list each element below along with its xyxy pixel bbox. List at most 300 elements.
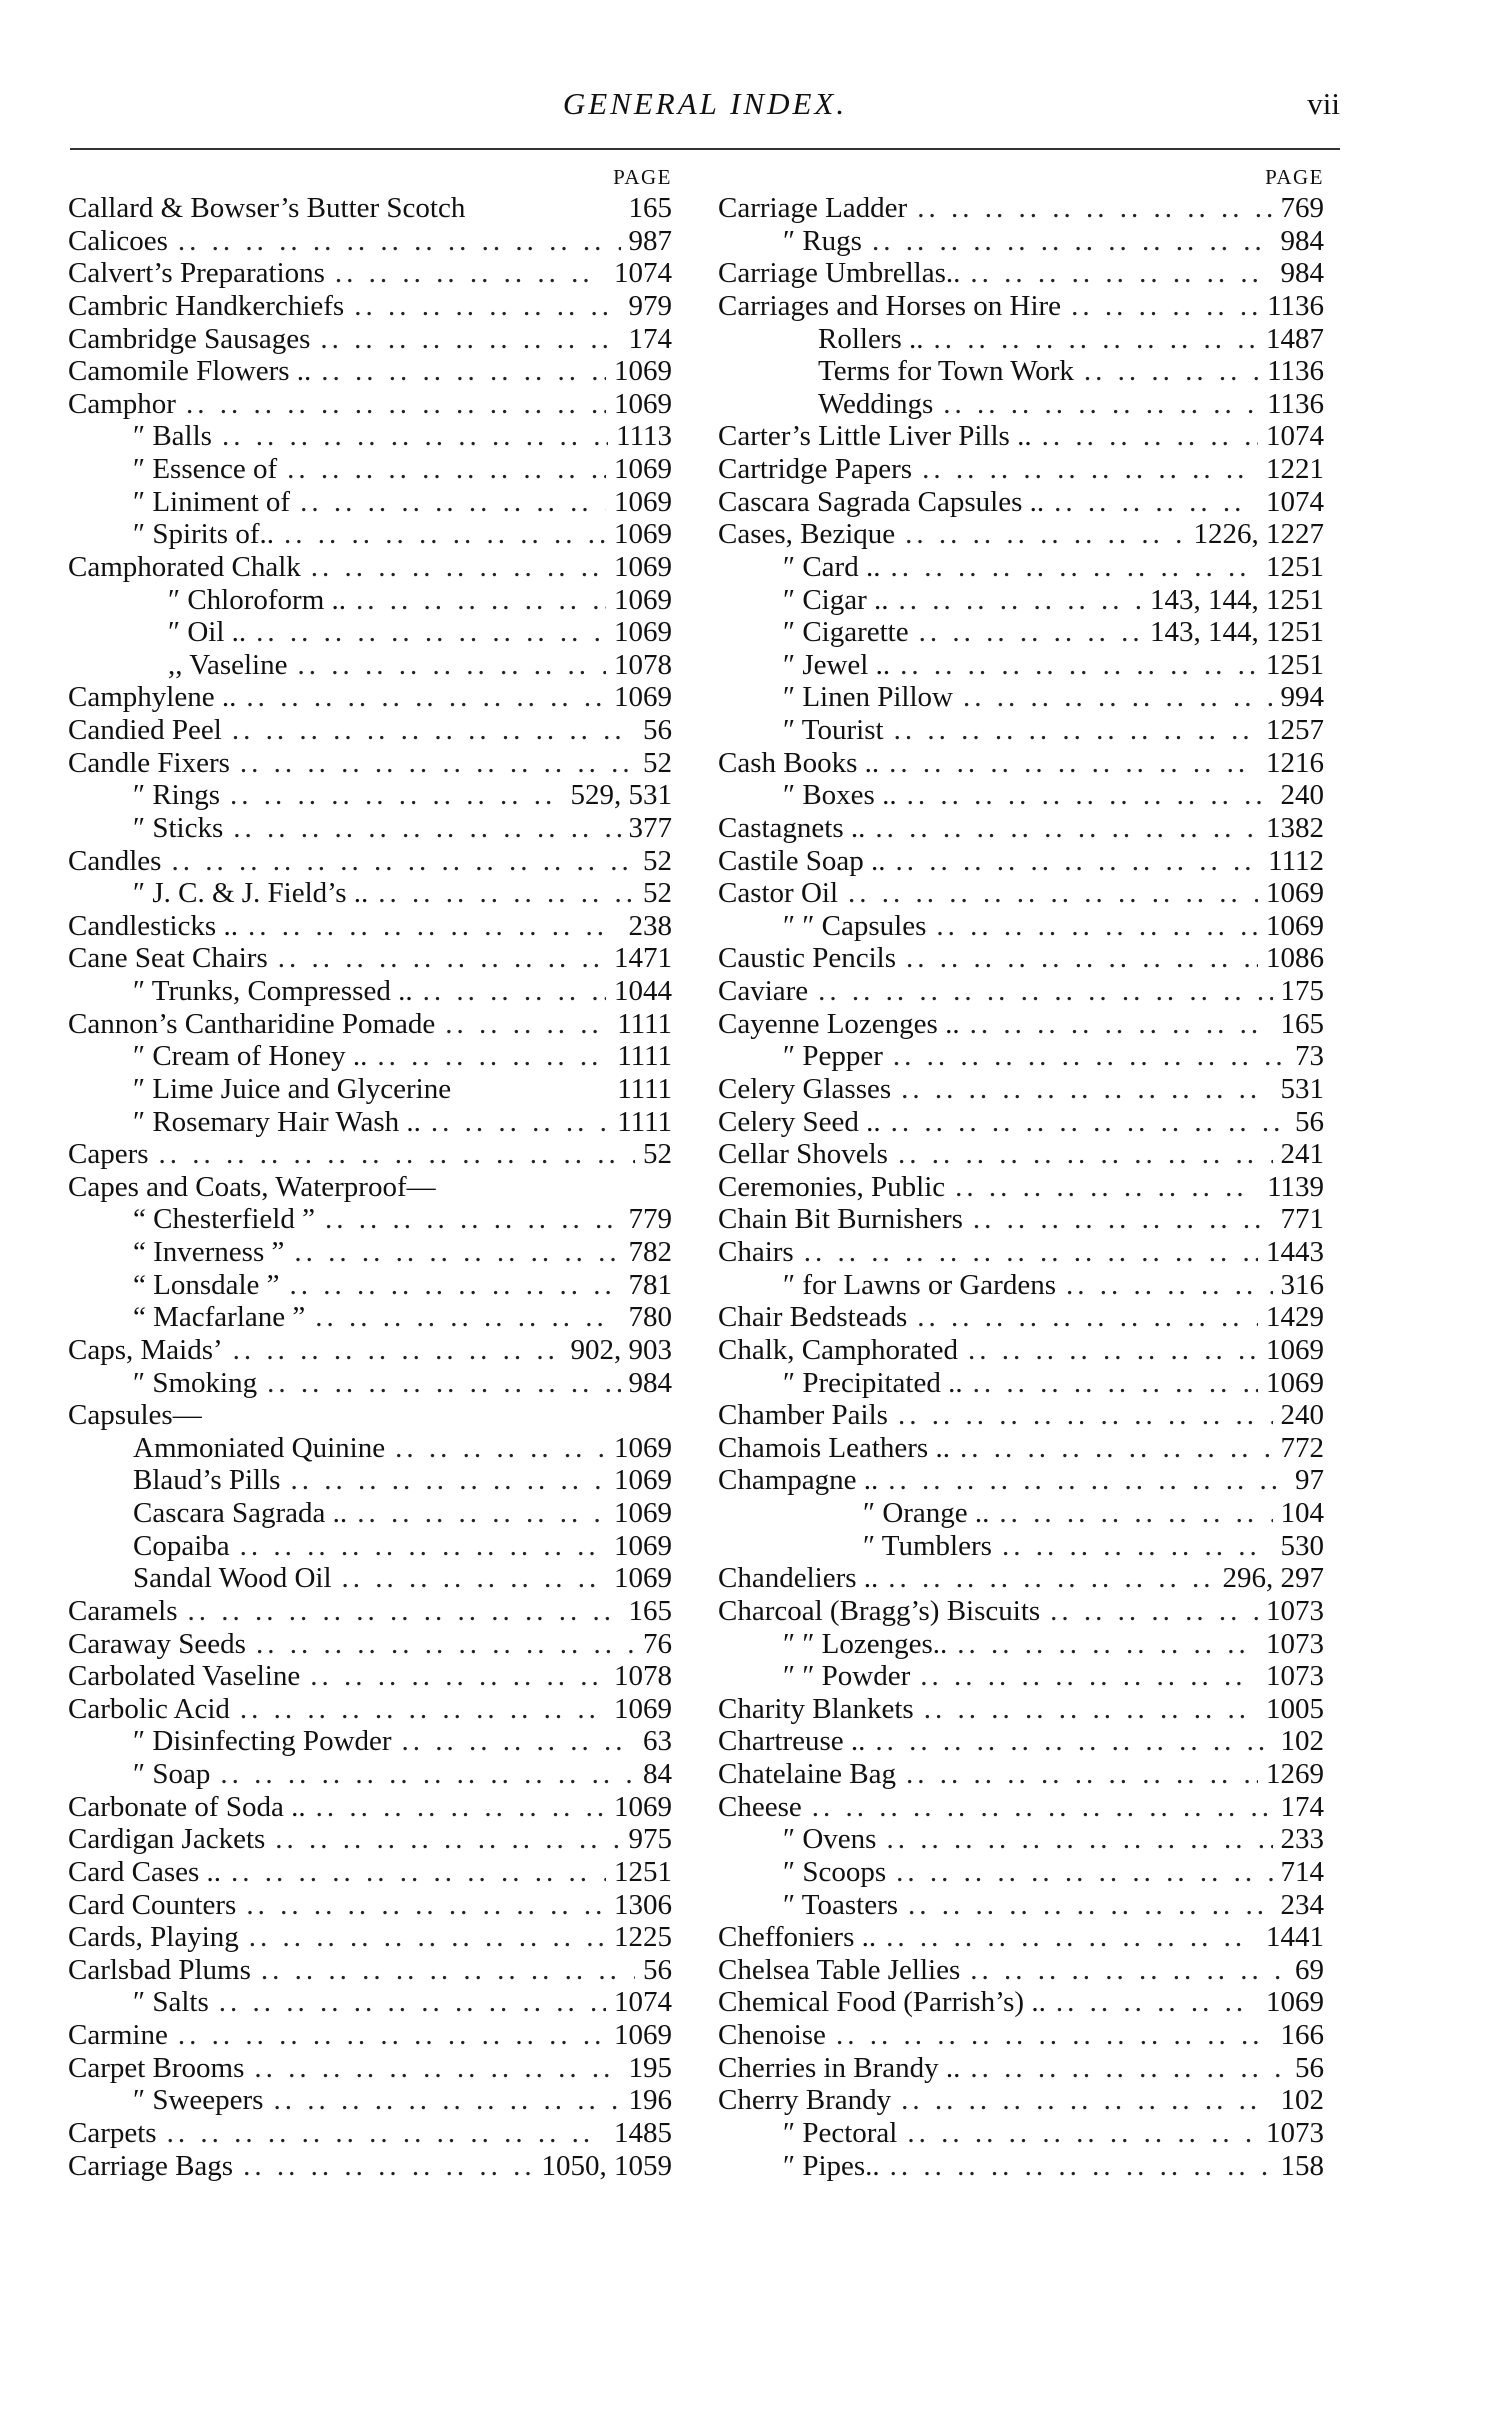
- index-entry: [68, 1464, 672, 1497]
- page-reference: 143, 144, 1251: [1150, 583, 1324, 616]
- index-term: Cardigan Jackets: [68, 1823, 266, 1856]
- index-term: Celery Glasses: [718, 1072, 892, 1105]
- index-entry: [68, 2084, 672, 2117]
- index-term: Candied Peel: [68, 714, 222, 746]
- page-reference: 56: [643, 714, 672, 746]
- index-term: Carpets: [68, 2116, 157, 2149]
- index-entry: [68, 1203, 672, 1236]
- page-reference: 987: [628, 224, 672, 257]
- page-reference: 240: [1280, 779, 1324, 812]
- dot-leader: [220, 779, 562, 812]
- index-term: Cambridge Sausages: [68, 322, 311, 355]
- dot-leader: [953, 681, 1273, 714]
- page-reference: 975: [628, 1823, 672, 1856]
- index-entry: [718, 2150, 1324, 2183]
- page-reference: 1069: [614, 681, 672, 714]
- page-reference: 1111: [617, 1040, 672, 1073]
- index-term: Carriage Umbrellas..: [718, 257, 961, 290]
- index-term: ″ ″ Lozenges..: [783, 1627, 948, 1660]
- dot-leader: [963, 1367, 1258, 1400]
- index-entry: [68, 257, 672, 290]
- index-term: Carbonate of Soda ..: [68, 1790, 306, 1823]
- dot-leader: [876, 1921, 1258, 1954]
- index-term: Castagnets ..: [718, 811, 866, 844]
- dot-leader: [883, 1040, 1287, 1073]
- index-entry: [68, 518, 672, 551]
- dot-leader: [239, 1921, 606, 1954]
- index-entry: [68, 2052, 672, 2085]
- dot-leader: [1056, 1269, 1273, 1302]
- index-entry: [718, 1530, 1324, 1563]
- page-reference: 73: [1295, 1040, 1324, 1073]
- dot-leader: [300, 1660, 606, 1693]
- index-term: Chalk, Camphorated: [718, 1333, 959, 1366]
- index-entry: [718, 1399, 1324, 1432]
- index-entry: [718, 2052, 1324, 2085]
- page-reference: 1069: [614, 2019, 672, 2051]
- index-entry: [68, 747, 672, 780]
- index-term: Terms for Town Work: [818, 355, 1074, 388]
- page-header: [70, 86, 1340, 136]
- dot-leader: [1044, 486, 1258, 519]
- page-reference: 52: [643, 844, 672, 877]
- page-reference: 979: [628, 289, 672, 322]
- index-term: Camphor: [68, 387, 176, 420]
- page-reference: 1069: [614, 1692, 672, 1725]
- index-entry: [68, 1171, 672, 1204]
- page-reference: 1069: [614, 453, 672, 485]
- index-entry: [718, 1073, 1324, 1106]
- page-reference: 234: [1280, 1888, 1324, 1921]
- index-entry: [68, 975, 672, 1008]
- page-reference: 1443: [1266, 1236, 1324, 1268]
- index-entry: [68, 1628, 672, 1661]
- page-reference: 97: [1295, 1464, 1324, 1497]
- index-entry: [68, 1725, 672, 1758]
- dot-leader: [963, 1203, 1273, 1236]
- dot-leader: [865, 812, 1258, 845]
- index-term: ″ Linen Pillow: [783, 681, 953, 714]
- dot-leader: [332, 1562, 606, 1595]
- index-entry: [718, 1269, 1324, 1302]
- dot-leader: [933, 388, 1259, 421]
- index-entry: [68, 1301, 672, 1334]
- page-reference: 1069: [614, 616, 672, 649]
- page-reference: 52: [643, 746, 672, 779]
- index-term: Cases, Bezique: [718, 518, 896, 551]
- index-entry: [68, 192, 672, 225]
- dot-leader: [435, 1008, 609, 1041]
- dot-leader: [274, 518, 606, 551]
- index-entry: [68, 779, 672, 812]
- page-reference: 69: [1295, 1953, 1324, 1986]
- index-term: Camphorated Chalk: [68, 550, 301, 583]
- dot-leader: [897, 2117, 1258, 2150]
- dot-leader: [960, 2052, 1287, 2085]
- page-reference: 1073: [1266, 1660, 1324, 1693]
- dot-leader: [897, 779, 1273, 812]
- page-reference: 1069: [1266, 1366, 1324, 1399]
- dot-leader: [891, 1073, 1272, 1106]
- index-entry: [68, 1595, 672, 1628]
- index-term: ″ Pepper: [783, 1040, 883, 1073]
- index-term: ″ Cigar ..: [783, 583, 889, 616]
- page-reference: 1216: [1266, 746, 1324, 779]
- index-entry: [68, 1367, 672, 1400]
- page-reference: 52: [643, 1138, 672, 1171]
- dot-leader: [230, 1530, 606, 1563]
- page-reference: 143, 144, 1251: [1150, 616, 1324, 649]
- page-reference: 1069: [614, 1497, 672, 1529]
- index-term: Chartreuse ..: [718, 1725, 866, 1758]
- dot-leader: [344, 290, 620, 323]
- index-entry: [718, 1432, 1324, 1465]
- index-entry: [718, 1334, 1324, 1367]
- index-entry: [68, 1693, 672, 1726]
- page-reference: 1225: [614, 1921, 672, 1954]
- dot-leader: [886, 845, 1261, 878]
- index-entry: [68, 1856, 672, 1889]
- page-reference: 531: [1280, 1072, 1324, 1105]
- page-reference: 56: [1295, 1105, 1324, 1138]
- index-term: ″ Orange ..: [863, 1497, 990, 1529]
- index-entry: [68, 812, 672, 845]
- index-entry: [68, 942, 672, 975]
- dot-leader: [230, 747, 635, 780]
- index-term: ″ Tourist: [783, 714, 884, 746]
- index-entry: [718, 1856, 1324, 1889]
- dot-leader: [907, 192, 1272, 225]
- page-reference: 1044: [614, 975, 672, 1007]
- index-entry: [718, 1921, 1324, 1954]
- dot-leader: [385, 1432, 606, 1465]
- index-entry: [68, 2019, 672, 2052]
- page-reference: 174: [628, 322, 672, 355]
- index-entry: [718, 975, 1324, 1008]
- dot-leader: [947, 1628, 1258, 1661]
- index-entry: [718, 1889, 1324, 1922]
- page-reference: 56: [643, 1953, 672, 1986]
- dot-leader: [898, 1889, 1272, 1922]
- index-term: Caraway Seeds: [68, 1627, 246, 1660]
- dot-leader: [325, 257, 606, 290]
- page-reference: 377: [628, 811, 672, 844]
- dot-leader: [1046, 1986, 1258, 2019]
- index-entry: [68, 1954, 672, 1987]
- dot-leader: [879, 747, 1258, 780]
- dot-leader: [960, 257, 1272, 290]
- index-entry: [718, 355, 1324, 388]
- page-reference: 196: [628, 2084, 672, 2117]
- dot-leader: [392, 1725, 635, 1758]
- page-reference: 1069: [614, 1790, 672, 1823]
- dot-leader: [808, 975, 1272, 1008]
- index-term: Cane Seat Chairs: [68, 942, 268, 975]
- page-reference: 769: [1280, 192, 1324, 224]
- index-term: Cheese: [718, 1790, 802, 1823]
- page-reference: 772: [1280, 1431, 1324, 1464]
- index-entry: [718, 225, 1324, 258]
- dot-leader: [209, 1986, 606, 2019]
- dot-leader: [413, 975, 606, 1008]
- dot-leader: [876, 1823, 1272, 1856]
- index-term: Camomile Flowers ..: [68, 355, 312, 388]
- dot-leader: [238, 910, 621, 943]
- index-entry: [68, 1399, 672, 1432]
- index-entry: [68, 584, 672, 617]
- index-entry: [68, 2117, 672, 2150]
- page-reference: 1073: [1266, 2116, 1324, 2149]
- page-reference: 63: [643, 1725, 672, 1758]
- index-term: Cash Books ..: [718, 746, 880, 779]
- index-entry: [718, 1301, 1324, 1334]
- dot-leader: [910, 1660, 1258, 1693]
- index-term: Chairs: [718, 1236, 794, 1268]
- index-entry: [718, 2084, 1324, 2117]
- index-column-left: [68, 162, 672, 2182]
- index-term: Cartridge Papers: [718, 453, 913, 485]
- page-reference: 1221: [1266, 453, 1324, 485]
- index-entry: [718, 1954, 1324, 1987]
- dot-leader: [891, 2084, 1272, 2117]
- page-reference: 1487: [1266, 322, 1324, 355]
- page-reference: 1073: [1266, 1627, 1324, 1660]
- index-term: ″ Trunks, Compressed ..: [133, 975, 413, 1007]
- index-term: Candle Fixers: [68, 746, 230, 779]
- page-reference: 780: [628, 1301, 672, 1334]
- page-reference: 1112: [1268, 844, 1324, 877]
- index-term: Ammoniated Quinine: [133, 1431, 386, 1464]
- dot-leader: [1061, 290, 1259, 323]
- page-reference: 1005: [1266, 1692, 1324, 1725]
- index-term: ″ Salts: [133, 1986, 209, 2019]
- page-reference: 1069: [1266, 877, 1324, 910]
- page-reference: 1429: [1266, 1301, 1324, 1334]
- dot-leader: [896, 942, 1258, 975]
- page-reference: 56: [1295, 2051, 1324, 2084]
- dot-leader: [311, 355, 606, 388]
- page-reference: 1069: [614, 1464, 672, 1497]
- index-term: ″ Spirits of..: [133, 518, 274, 551]
- index-entry: [718, 1171, 1324, 1204]
- page-reference: 781: [628, 1268, 672, 1301]
- page-reference: 1136: [1267, 355, 1324, 388]
- index-term: Castor Oil: [718, 877, 839, 910]
- dot-leader: [960, 1008, 1273, 1041]
- page-reference: 241: [1280, 1138, 1324, 1171]
- page-reference: 1069: [614, 485, 672, 518]
- page-reference: 165: [628, 192, 672, 224]
- dot-leader: [233, 2150, 533, 2183]
- page-reference: 984: [1280, 224, 1324, 257]
- index-term: ″ Toasters: [783, 1888, 899, 1921]
- dot-leader: [950, 1432, 1273, 1465]
- index-entry: [68, 1334, 672, 1367]
- index-term: Caviare: [718, 975, 809, 1007]
- page-reference: 984: [1280, 257, 1324, 290]
- dot-leader: [306, 1791, 606, 1824]
- page-reference: 1074: [1266, 420, 1324, 453]
- index-term: Chamois Leathers ..: [718, 1431, 950, 1464]
- dot-leader: [290, 486, 606, 519]
- index-entry: [718, 518, 1324, 551]
- dot-leader: [222, 714, 635, 747]
- page-reference: 1113: [616, 420, 672, 453]
- index-term: Cards, Playing: [68, 1921, 239, 1954]
- dot-leader: [958, 1334, 1258, 1367]
- dot-leader: [865, 1725, 1272, 1758]
- index-term: Carriages and Horses on Hire: [718, 289, 1062, 322]
- dot-leader: [149, 1138, 635, 1171]
- dot-leader: [878, 1562, 1214, 1595]
- index-term: ″ Rugs: [783, 224, 862, 257]
- index-term: ″ Sweepers: [133, 2084, 264, 2117]
- index-entry: [68, 1040, 672, 1073]
- dot-leader: [301, 551, 606, 584]
- dot-leader: [826, 2019, 1273, 2052]
- dot-leader: [890, 649, 1258, 682]
- dot-leader: [862, 225, 1273, 258]
- index-term: Castile Soap ..: [718, 844, 886, 877]
- index-term: ″ Liniment of: [133, 485, 291, 518]
- index-term: “ Chesterfield ”: [133, 1203, 315, 1236]
- page-reference: 714: [1280, 1855, 1324, 1888]
- dot-leader: [212, 420, 608, 453]
- dot-leader: [1074, 355, 1259, 388]
- dot-leader: [223, 1334, 563, 1367]
- index-term: ″ Oil ..: [168, 616, 247, 649]
- page-reference: 158: [1280, 2149, 1324, 2182]
- page-reference: 984: [628, 1366, 672, 1399]
- page-reference: 165: [1280, 1007, 1324, 1040]
- page-reference: 1382: [1266, 811, 1324, 844]
- index-entry: [718, 714, 1324, 747]
- page-reference: 1069: [614, 387, 672, 420]
- header-rule: [70, 148, 1340, 150]
- index-term: Carbolic Acid: [68, 1692, 230, 1725]
- index-term: ″ for Lawns or Gardens: [783, 1268, 1056, 1301]
- index-term: Chatelaine Bag: [718, 1758, 896, 1790]
- index-term: Caustic Pencils: [718, 942, 897, 975]
- page-reference: 1069: [614, 583, 672, 616]
- index-entry: [718, 1106, 1324, 1139]
- index-entry: [68, 1660, 672, 1693]
- index-term: ″ Soap: [133, 1758, 211, 1790]
- index-term: Blaud’s Pills: [133, 1464, 281, 1497]
- index-entry: [68, 323, 672, 356]
- index-term: Carriage Bags: [68, 2149, 234, 2182]
- index-term: Callard & Bowser’s Butter Scotch: [68, 192, 466, 224]
- index-entry: [68, 910, 672, 943]
- index-term: ″ Cigarette: [783, 616, 909, 649]
- page-reference: 1306: [614, 1888, 672, 1921]
- index-term: ″ Lime Juice and Glycerine: [133, 1072, 452, 1105]
- index-term: ″ Rosemary Hair Wash ..: [133, 1105, 421, 1138]
- index-entry: [718, 1791, 1324, 1824]
- index-entry: [68, 1236, 672, 1269]
- page-reference: 1251: [614, 1855, 672, 1888]
- dot-leader: [223, 812, 620, 845]
- dot-leader: [888, 1399, 1273, 1432]
- dot-leader: [287, 649, 606, 682]
- index-entry: [718, 1497, 1324, 1530]
- index-entry: [718, 551, 1324, 584]
- page-reference: 166: [1280, 2019, 1324, 2051]
- index-term: Capes and Coats, Waterproof—: [68, 1170, 436, 1203]
- index-term: “ Macfarlane ”: [133, 1301, 306, 1334]
- dot-leader: [838, 877, 1258, 910]
- index-term: Cellar Shovels: [718, 1138, 888, 1171]
- index-entry: [718, 1040, 1324, 1073]
- index-entry: [68, 845, 672, 878]
- index-term: Capers: [68, 1138, 149, 1171]
- index-entry: [68, 420, 672, 453]
- index-entry: [68, 551, 672, 584]
- page-reference: 240: [1280, 1399, 1324, 1432]
- index-term: ″ Pectoral: [783, 2116, 898, 2149]
- dot-leader: [1040, 1595, 1258, 1628]
- index-entry: [718, 1562, 1324, 1595]
- dot-leader: [886, 1856, 1272, 1889]
- dot-leader: [912, 453, 1258, 486]
- dot-leader: [161, 845, 635, 878]
- index-term: Calvert’s Preparations: [68, 257, 325, 290]
- index-entry: [718, 323, 1324, 356]
- index-entry: [718, 1986, 1324, 2019]
- index-term: ″ ″ Capsules: [783, 909, 927, 942]
- index-term: ″ Ovens: [783, 1823, 877, 1856]
- index-entry: [68, 1008, 672, 1041]
- index-term: Carlsbad Plums: [68, 1953, 251, 1986]
- index-term: Carbolated Vaseline: [68, 1660, 301, 1693]
- index-term: ″ Card ..: [783, 550, 881, 583]
- index-term: Ceremonies, Public: [718, 1170, 946, 1203]
- dot-leader: [268, 942, 606, 975]
- page-reference: 1069: [614, 1529, 672, 1562]
- index-entry: [68, 1791, 672, 1824]
- index-term: Weddings: [818, 387, 934, 420]
- dot-leader: [794, 1236, 1258, 1269]
- index-term: Carriage Ladder: [718, 192, 908, 224]
- index-entry: [68, 1497, 672, 1530]
- index-term: Chemical Food (Parrish’s) ..: [718, 1986, 1046, 2019]
- dot-leader: [305, 1301, 620, 1334]
- page-reference: 1111: [617, 1072, 672, 1105]
- index-entry: [718, 2117, 1324, 2150]
- index-entry: [68, 225, 672, 258]
- dot-leader: [315, 1203, 621, 1236]
- index-term: ″ Cream of Honey ..: [133, 1040, 368, 1073]
- page-reference: 1111: [617, 1105, 672, 1138]
- index-term: “ Lonsdale ”: [133, 1268, 280, 1301]
- index-term: Carpet Brooms: [68, 2051, 245, 2084]
- index-term: ″ Boxes ..: [783, 779, 897, 812]
- page-reference: 84: [643, 1758, 672, 1790]
- dot-leader: [246, 616, 606, 649]
- index-entry: [68, 616, 672, 649]
- index-entry: [718, 616, 1324, 649]
- dot-leader: [960, 1954, 1287, 1987]
- dot-leader: [221, 1856, 606, 1889]
- page-reference: 1074: [614, 1986, 672, 2019]
- page-reference: 530: [1280, 1529, 1324, 1562]
- index-term: ″ Sticks: [133, 811, 224, 844]
- page-reference: 104: [1280, 1497, 1324, 1529]
- index-entry: [68, 714, 672, 747]
- index-term: Card Counters: [68, 1888, 237, 1921]
- page-reference: 1136: [1267, 289, 1324, 322]
- page-reference: 529, 531: [570, 779, 672, 812]
